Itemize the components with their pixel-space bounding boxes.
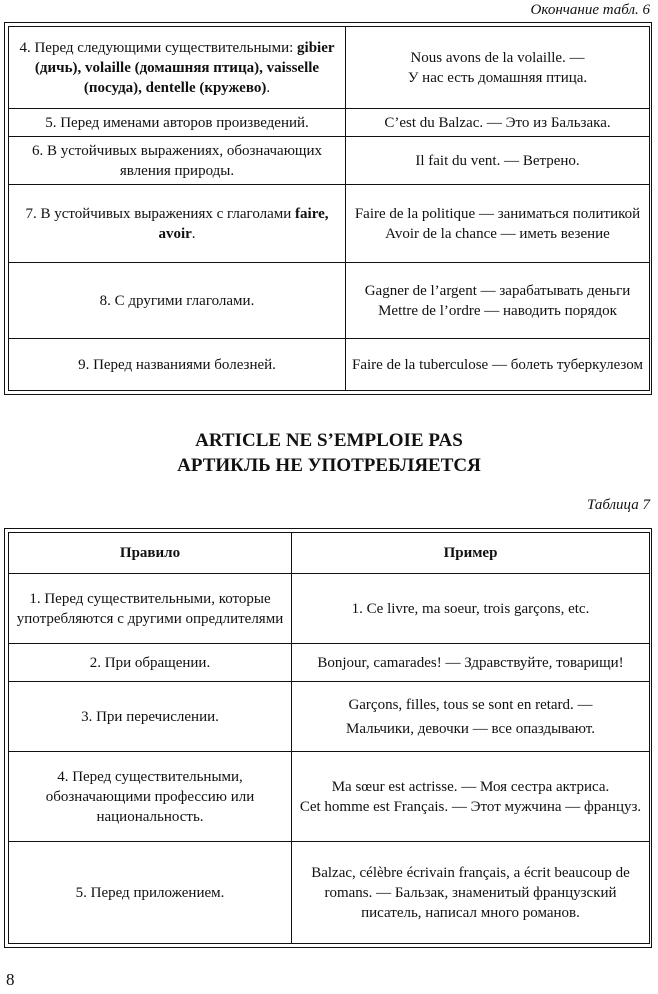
example-line: Nous avons de la volaille. — <box>410 49 585 66</box>
example-line: Gagner de l’argent — зарабатывать деньги <box>364 282 631 299</box>
rule-text: 4. Перед следующими существительными: <box>19 39 298 56</box>
example-cell <box>292 682 650 752</box>
rule-cell: 8. С другими глаголами. <box>9 263 346 339</box>
example-line: 1. Ce livre, ma soeur, trois garçons, etc. <box>351 600 590 617</box>
example-cell <box>346 263 650 339</box>
table-row <box>9 339 650 391</box>
rule-text: 7. В устойчивых выражениях с глаголами <box>25 205 296 222</box>
table-row <box>9 137 650 185</box>
table-7 <box>8 532 650 944</box>
rule-cell: 5. Перед именами авторов произведений. <box>9 109 346 137</box>
table-row <box>9 682 650 752</box>
header-rule: Правило <box>9 533 292 574</box>
example-line: Balzac, célèbre écrivain français, a écrit beaucoup de romans. — Бальзак, знаменитый французский писатель, написал много романов. <box>311 864 630 921</box>
page-number: 8 <box>6 970 15 989</box>
example-cell <box>292 842 650 944</box>
rule-cell <box>9 27 346 109</box>
example-line: У нас есть домашняя птица. <box>407 69 588 86</box>
example-cell <box>346 185 650 263</box>
rule-cell <box>9 185 346 263</box>
example-cell <box>292 752 650 842</box>
example-line: Faire de la politique — заниматься политикой <box>354 205 641 222</box>
example-line: Mettre de l’ordre — наводить порядок <box>378 302 617 319</box>
table-row <box>9 27 650 109</box>
rule-text: . <box>191 225 196 242</box>
example-cell <box>292 574 650 644</box>
rule-cell: 3. При перечислении. <box>9 682 292 752</box>
example-line: C’est du Balzac. — Это из Бальзака. <box>384 114 611 131</box>
header-example: Пример <box>292 533 650 574</box>
example-line: Garçons, filles, tous se sont en retard. — <box>348 696 593 713</box>
example-line: Avoir de la chance — иметь везение <box>385 225 610 242</box>
rule-cell: 5. Перед приложением. <box>9 842 292 944</box>
rule-bold-text: gibier (дичь), volaille (домашняя птица), vaisselle (посуда), dentelle (кружево) <box>34 39 335 96</box>
rule-cell: 9. Перед названиями болезней. <box>9 339 346 391</box>
section-heading-french: ARTICLE NE S’EMPLOIE PAS <box>195 430 463 451</box>
table-7-caption: Таблица 7 <box>587 497 650 513</box>
table-row <box>9 644 650 682</box>
table-header-row <box>9 533 650 574</box>
example-line: Cet homme est Français. — Этот мужчина — француз. <box>299 798 642 815</box>
table-6-frame <box>4 22 652 395</box>
example-cell <box>346 339 650 391</box>
example-cell <box>346 137 650 185</box>
rule-cell: 1. Перед существительными, которые употребляются с другими опредлителями <box>9 574 292 644</box>
table-7-frame <box>4 528 652 948</box>
example-line: Il fait du vent. — Ветрено. <box>415 152 580 169</box>
table-row <box>9 574 650 644</box>
example-line: Bonjour, camarades! — Здравствуйте, товарищи! <box>317 654 624 671</box>
example-line: Ma sœur est actrisse. — Моя сестра актриса. <box>331 778 610 795</box>
rule-text: . <box>266 79 271 96</box>
table-row <box>9 263 650 339</box>
table-row <box>9 185 650 263</box>
example-line: Faire de la tuberculose — болеть туберкулезом <box>352 356 643 373</box>
table-row <box>9 109 650 137</box>
table-6-caption: Окончание табл. 6 <box>530 2 650 18</box>
example-cell <box>346 27 650 109</box>
section-heading-russian: АРТИКЛЬ НЕ УПОТРЕБЛЯЕТСЯ <box>177 455 481 476</box>
table-6 <box>8 26 650 391</box>
rule-cell: 4. Перед существительными, обозначающими профессию или национальность. <box>9 752 292 842</box>
example-cell <box>346 109 650 137</box>
rule-cell: 6. В устойчивых выражениях, обозначающих явления природы. <box>9 137 346 185</box>
example-cell <box>292 644 650 682</box>
example-line: Мальчики, девочки — все опаздывают. <box>346 720 595 737</box>
table-row <box>9 842 650 944</box>
rule-bold-text: faire, avoir <box>158 205 329 242</box>
rule-cell: 2. При обращении. <box>9 644 292 682</box>
table-row <box>9 752 650 842</box>
